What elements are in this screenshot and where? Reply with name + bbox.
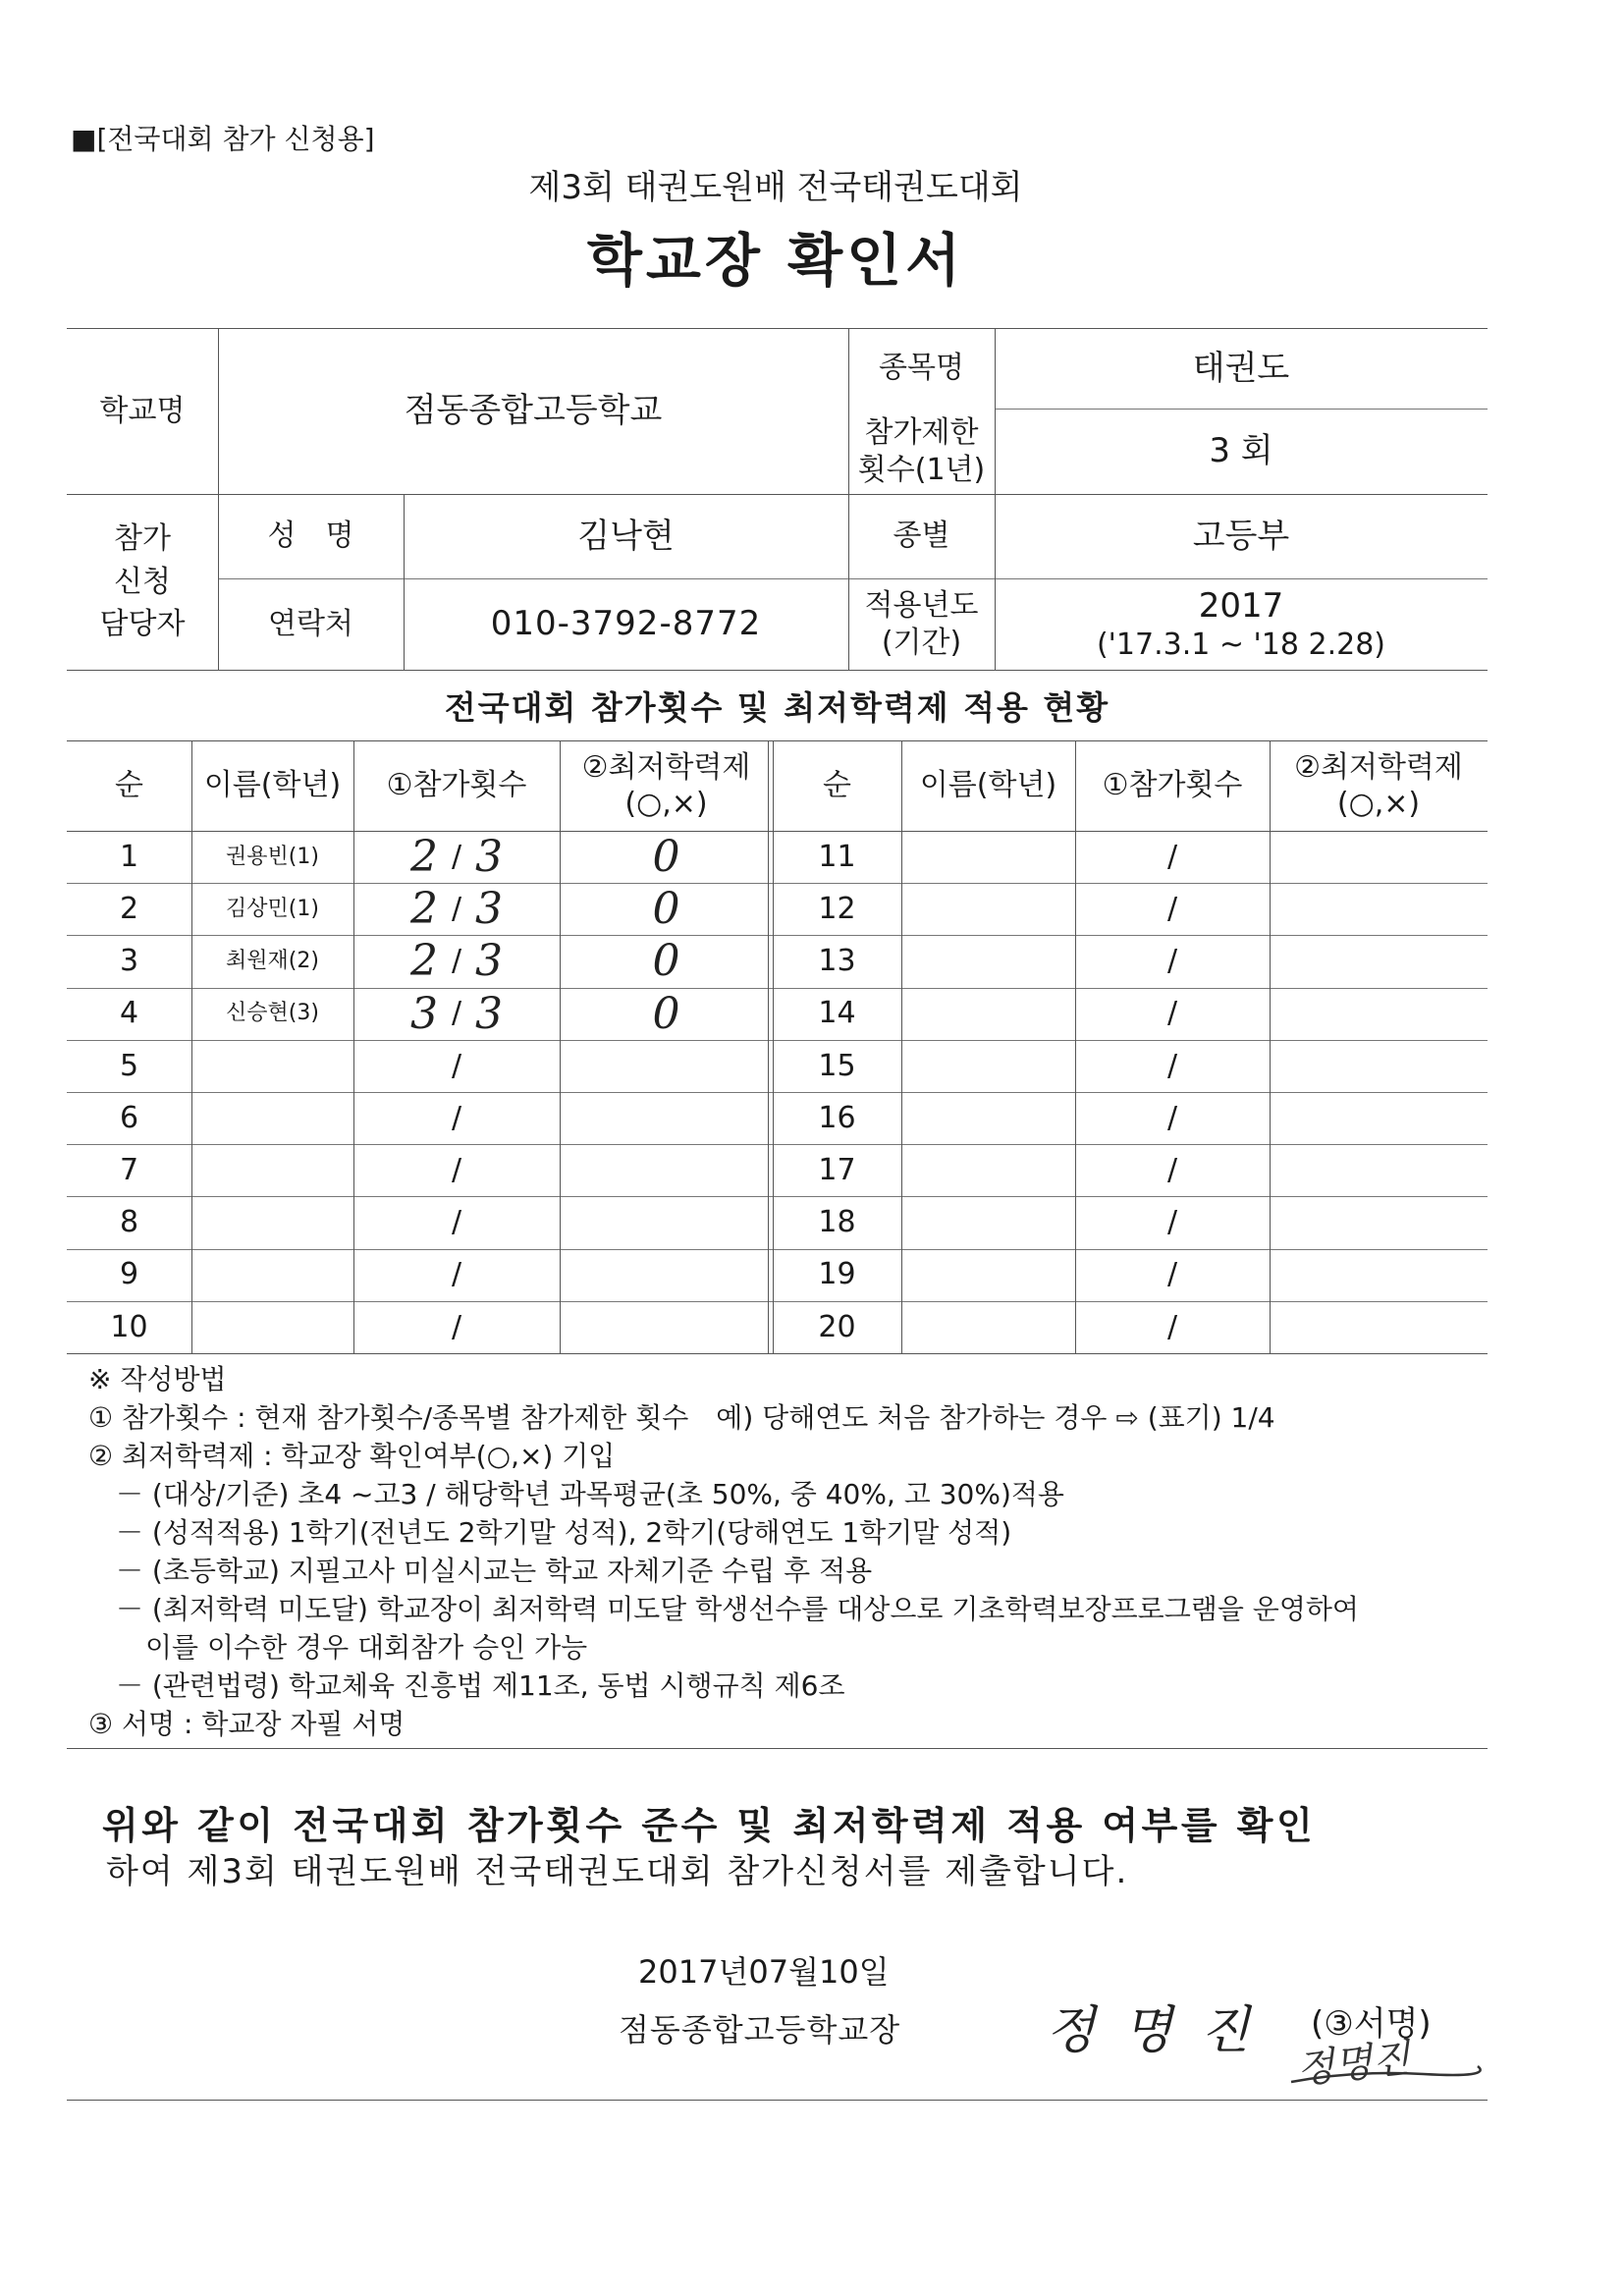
row-name (901, 883, 1075, 935)
row-number: 9 (119, 1257, 139, 1292)
row-count-value: 2 (409, 884, 438, 935)
row-count-slash: / (1166, 1205, 1178, 1240)
row-count (1075, 1092, 1270, 1144)
sign-date: 2017년07월10일 (638, 1953, 890, 1991)
year-label (848, 578, 995, 670)
row-count (1075, 1040, 1270, 1092)
note-line: － (성적적용) 1학기(전년도 2학기말 성적), 2학기(당해연도 1학기말 성적) (116, 1516, 1012, 1549)
row-count-slash: / (451, 1257, 462, 1292)
row-count-slash: / (451, 892, 462, 927)
note-line: － (관련법령) 학교체육 진흥법 제11조, 동법 시행규칙 제6조 (116, 1669, 845, 1702)
row-limit-mark (1270, 1301, 1488, 1353)
row-limit-mark (1270, 1196, 1488, 1248)
row-name (191, 1144, 353, 1196)
row-name: 신승현(3) (226, 1001, 319, 1026)
handwritten-signature: 정명진 (1294, 2036, 1413, 2093)
row-number: 4 (119, 996, 139, 1031)
row-name: 권용빈(1) (226, 844, 319, 869)
row-count-slash: / (451, 1205, 462, 1240)
school-value: 점동종합고등학교 (404, 391, 663, 431)
note-line: － (초등학교) 지필고사 미실시교는 학교 자체기준 수립 후 적용 (116, 1555, 873, 1587)
note-line: － (대상/기준) 초4 ~고3 / 해당학년 과목평균(초 50%, 중 40%, 고 30%)적용 (116, 1478, 1064, 1510)
row-number: 1 (119, 839, 139, 874)
row-number: 19 (818, 1257, 856, 1292)
row-count (353, 831, 560, 883)
row-number: 11 (818, 839, 856, 874)
row-count-slash: / (1166, 944, 1178, 979)
event-value: 태권도 (1192, 348, 1290, 388)
header-count-left: ①참가횟수 (386, 768, 527, 803)
row-limit-mark (560, 1301, 773, 1353)
status-title: 전국대회 참가횟수 및 최저학력제 적용 현황 (444, 688, 1110, 727)
row-count (1075, 935, 1270, 987)
row-number: 18 (818, 1205, 856, 1240)
year-label-line1: 적용년도 (864, 588, 979, 623)
row-count (353, 1301, 560, 1353)
row-number: 2 (119, 892, 139, 927)
limit-value: 3 회 (1209, 431, 1273, 471)
row-count (1075, 1196, 1270, 1248)
row-count-slash: / (451, 1153, 462, 1188)
row-number: 8 (119, 1205, 139, 1240)
header-count-right: ①참가횟수 (1102, 768, 1243, 803)
manager-label-line2: 신청 (114, 564, 171, 599)
confirmation-line1: 위와 같이 전국대회 참가횟수 준수 및 최저학력제 적용 여부를 확인 (102, 1804, 1317, 1847)
note-line: ③ 서명 : 학교장 자필 서명 (88, 1708, 406, 1740)
row-limit-mark (1270, 1092, 1488, 1144)
row-count (353, 1092, 560, 1144)
row-number: 14 (818, 996, 856, 1031)
row-limit-mark: 0 (652, 832, 680, 883)
row-limit-mark (560, 1092, 773, 1144)
row-count-slash: / (1166, 996, 1178, 1031)
header-no-left: 순 (115, 768, 143, 803)
row-name: 김상민(1) (226, 897, 319, 922)
row-limit-mark (1270, 1144, 1488, 1196)
row-count-slash: / (1166, 1048, 1178, 1083)
row-limit-mark (1270, 831, 1488, 883)
row-count-slash: / (451, 944, 462, 979)
row-count (353, 935, 560, 987)
signer-name: 정 명 진 (1046, 2001, 1256, 2060)
year-label-line2: (기간) (881, 625, 962, 660)
principal-name: 점동종합고등학교장 (619, 2011, 901, 2049)
division-label: 종별 (893, 519, 950, 554)
note-line: 이를 이수한 경우 대회참가 승인 가능 (145, 1631, 588, 1664)
row-number: 5 (119, 1048, 139, 1083)
row-number: 12 (818, 892, 856, 927)
event-subtitle: 제3회 태권도원배 전국태권도대회 (528, 168, 1023, 207)
year-value (995, 578, 1488, 670)
note-line: ※ 작성방법 (88, 1363, 227, 1395)
row-name (901, 1249, 1075, 1301)
row-number: 13 (818, 944, 856, 979)
row-number: 10 (110, 1309, 148, 1344)
row-limit-mark (560, 1196, 773, 1248)
row-count (1075, 1144, 1270, 1196)
manager-label-line1: 참가 (114, 521, 171, 557)
row-count-slash: / (451, 839, 462, 874)
row-name (901, 1301, 1075, 1353)
row-count (1075, 988, 1270, 1040)
row-limit-mark (560, 1249, 773, 1301)
row-name (191, 1249, 353, 1301)
row-name (901, 831, 1075, 883)
year-value-main: 2017 (1198, 585, 1284, 626)
row-count-slash: / (1166, 1153, 1178, 1188)
row-count-slash: / (451, 1309, 462, 1344)
row-name (901, 1196, 1075, 1248)
year-period: ('17.3.1 ~ '18 2.28) (1096, 628, 1386, 662)
row-count-value: 2 (409, 832, 438, 883)
header-limit-right (1270, 740, 1488, 831)
row-count-slash: / (1166, 892, 1178, 927)
row-count (1075, 1301, 1270, 1353)
row-name (901, 1144, 1075, 1196)
division-value: 고등부 (1192, 516, 1290, 556)
row-limit-mark (560, 1144, 773, 1196)
note-line: － (최저학력 미도달) 학교장이 최저학력 미도달 학생선수를 대상으로 기초학력보장프로그램을 운영하여 (116, 1593, 1359, 1625)
school-label: 학교명 (99, 393, 186, 428)
limit-label (848, 409, 995, 494)
row-count-slash: / (451, 1100, 462, 1135)
row-number: 17 (818, 1153, 856, 1188)
row-number: 15 (818, 1048, 856, 1083)
header-limit-line1: ②최저학력제 (581, 749, 751, 785)
row-count-limit: 3 (475, 884, 504, 935)
manager-label-line3: 담당자 (99, 607, 186, 642)
row-count-slash: / (451, 1048, 462, 1083)
row-count-limit: 3 (475, 936, 504, 987)
instructions (88, 1360, 1359, 1743)
limit-label-line2: 횟수(1년) (857, 452, 986, 487)
row-count-slash: / (1166, 1100, 1178, 1135)
row-count (1075, 1249, 1270, 1301)
row-count-value: 3 (409, 988, 438, 1039)
event-label: 종목명 (879, 351, 964, 386)
sign-label: (③서명) (1311, 2004, 1432, 2044)
row-count (353, 1144, 560, 1196)
contact-label: 연락처 (268, 606, 353, 641)
row-count (353, 1249, 560, 1301)
row-name (191, 1040, 353, 1092)
header-name-left: 이름(학년) (203, 768, 342, 803)
row-name (901, 988, 1075, 1040)
row-name (901, 1092, 1075, 1144)
row-limit-mark: 0 (652, 988, 680, 1039)
row-number: 16 (818, 1100, 856, 1135)
name-value: 김낙현 (577, 516, 675, 556)
row-count-slash: / (1166, 839, 1178, 874)
row-count-limit: 3 (475, 832, 504, 883)
row-limit-mark (1270, 935, 1488, 987)
row-name (901, 935, 1075, 987)
row-count-value: 2 (409, 936, 438, 987)
document-title: 학교장 확인서 (586, 227, 965, 294)
row-number: 20 (818, 1309, 856, 1344)
confirmation-line2: 하여 제3회 태권도원배 전국태권도대회 참가신청서를 제출합니다. (106, 1852, 1129, 1891)
row-count-limit: 3 (475, 988, 504, 1039)
row-name (191, 1301, 353, 1353)
header-limit-left (560, 740, 773, 831)
row-limit-mark (1270, 1040, 1488, 1092)
row-limit-mark (1270, 883, 1488, 935)
row-name (901, 1040, 1075, 1092)
header-limit-line2: (○,×) (624, 787, 708, 821)
note-line: ② 최저학력제 : 학교장 확인여부(○,×) 기입 (88, 1440, 616, 1472)
row-number: 6 (119, 1100, 139, 1135)
row-count-slash: / (451, 996, 462, 1031)
row-name: 최원재(2) (226, 949, 319, 974)
row-name (191, 1196, 353, 1248)
manager-label (67, 494, 218, 670)
row-number: 3 (119, 944, 139, 979)
row-count (1075, 883, 1270, 935)
row-name (191, 1092, 353, 1144)
signature-underline (1286, 2052, 1483, 2092)
row-count (353, 1196, 560, 1248)
row-limit-mark (1270, 988, 1488, 1040)
limit-label-line1: 참가제한 (864, 415, 979, 450)
header-limit-line1: ②최저학력제 (1294, 749, 1463, 785)
row-limit-mark: 0 (652, 884, 680, 935)
row-number: 7 (119, 1153, 139, 1188)
name-label: 성 명 (267, 519, 354, 554)
contact-value: 010-3792-8772 (490, 604, 762, 644)
header-no-right: 순 (823, 768, 851, 803)
row-count (353, 883, 560, 935)
row-count-slash: / (1166, 1257, 1178, 1292)
note-line: ① 참가횟수 : 현재 참가횟수/종목별 참가제한 횟수 예) 당해연도 처음 참가하는 경우 ⇨ (표기) 1/4 (88, 1401, 1275, 1434)
row-limit-mark: 0 (652, 936, 680, 987)
row-limit-mark (1270, 1249, 1488, 1301)
row-count (353, 988, 560, 1040)
row-count (1075, 831, 1270, 883)
row-count (353, 1040, 560, 1092)
row-limit-mark (560, 1040, 773, 1092)
form-tag: ■[전국대회 참가 신청용] (71, 123, 375, 155)
header-name-right: 이름(학년) (919, 768, 1057, 803)
row-count-slash: / (1166, 1309, 1178, 1344)
header-limit-line2: (○,×) (1336, 787, 1421, 821)
